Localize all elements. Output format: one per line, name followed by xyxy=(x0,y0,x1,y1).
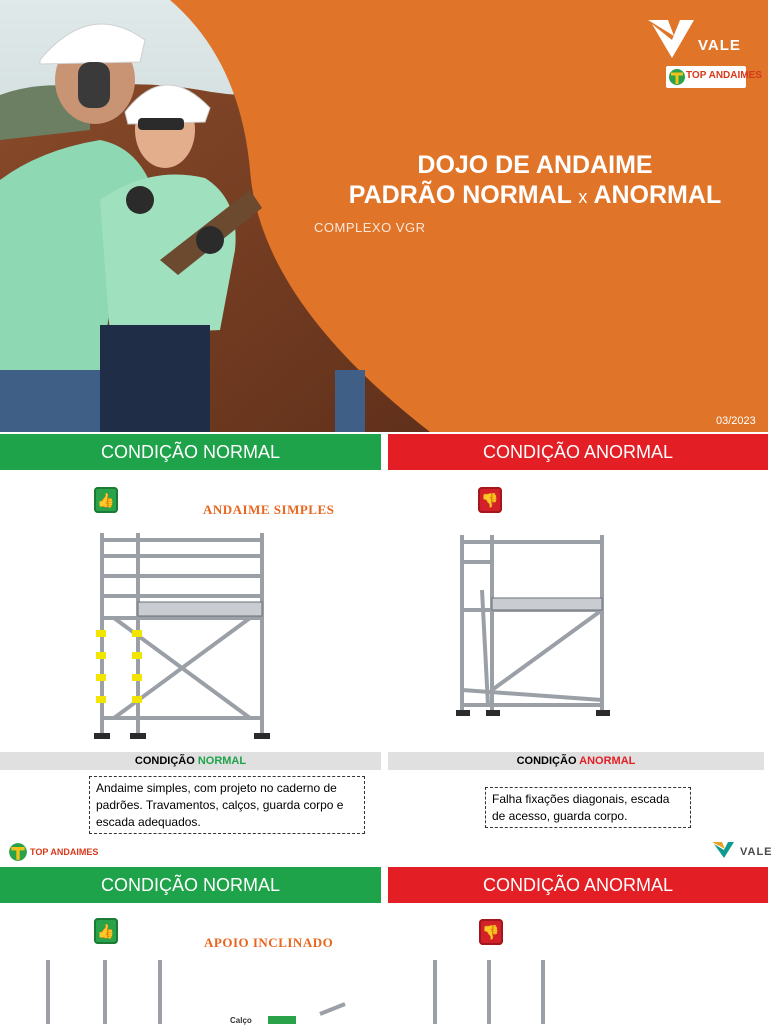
footer-vale-text: VALE xyxy=(740,846,773,858)
status-prefix: CONDIÇÃO xyxy=(516,755,577,767)
status-anormal: ANORMAL xyxy=(579,755,636,767)
normal-scaffold-illustration xyxy=(90,528,275,743)
panel2-scaffold-title: APOIO INCLINADO xyxy=(204,935,334,950)
title-anormal: ANORMAL xyxy=(593,181,722,209)
panel1-anormal-header: CONDIÇÃO ANORMAL xyxy=(388,434,768,470)
top-andaimes-logo-text: TOP ANDAIMES xyxy=(686,70,762,81)
presentation-title xyxy=(300,150,770,212)
top-andaimes-mark-icon xyxy=(8,842,28,862)
panel1-normal-status-bar xyxy=(0,752,381,770)
calco-label: Calço xyxy=(230,1016,252,1025)
vale-logo-text: VALE xyxy=(698,37,741,54)
workers-photo xyxy=(0,0,470,432)
panel1-anormal-status-bar xyxy=(388,752,764,770)
panel1-normal-header: CONDIÇÃO NORMAL xyxy=(0,434,381,470)
footer-top-andaimes-text: TOP ANDAIMES xyxy=(30,847,99,857)
status-prefix: CONDIÇÃO xyxy=(134,755,195,767)
vale-logo-small-icon xyxy=(712,840,738,860)
title-normal: PADRÃO NORMAL xyxy=(348,181,572,209)
title-line-2 xyxy=(300,180,770,212)
presentation-subtitle: COMPLEXO VGR xyxy=(314,220,426,235)
title-x: x xyxy=(578,187,588,207)
thumbs-down-icon: 👎 xyxy=(479,919,503,945)
panel1-anormal-description: Falha fixações diagonais, escada de acesso, guarda corpo. xyxy=(485,787,691,828)
panel2-normal-header: CONDIÇÃO NORMAL xyxy=(0,867,381,903)
top-andaimes-mark-icon xyxy=(668,68,686,86)
presentation-date: 03/2023 xyxy=(716,415,756,427)
panel1-normal-description: Andaime simples, com projeto no caderno de padrões. Travamentos, calços, guarda corpo e escada adequados. xyxy=(89,776,365,834)
panel2-normal-scaffold-illustration xyxy=(40,960,370,1024)
abnormal-scaffold-illustration xyxy=(452,530,617,725)
hero-banner xyxy=(0,0,768,432)
thumbs-up-icon: 👍 xyxy=(94,918,118,944)
title-line-1: DOJO DE ANDAIME xyxy=(417,151,653,179)
status-normal: NORMAL xyxy=(197,755,247,767)
panel2-anormal-header: CONDIÇÃO ANORMAL xyxy=(388,867,768,903)
panel1-scaffold-title: ANDAIME SIMPLES xyxy=(203,502,335,517)
thumbs-down-icon: 👎 xyxy=(478,487,502,513)
thumbs-up-icon: 👍 xyxy=(94,487,118,513)
panel2-anormal-scaffold-illustration xyxy=(425,960,555,1024)
